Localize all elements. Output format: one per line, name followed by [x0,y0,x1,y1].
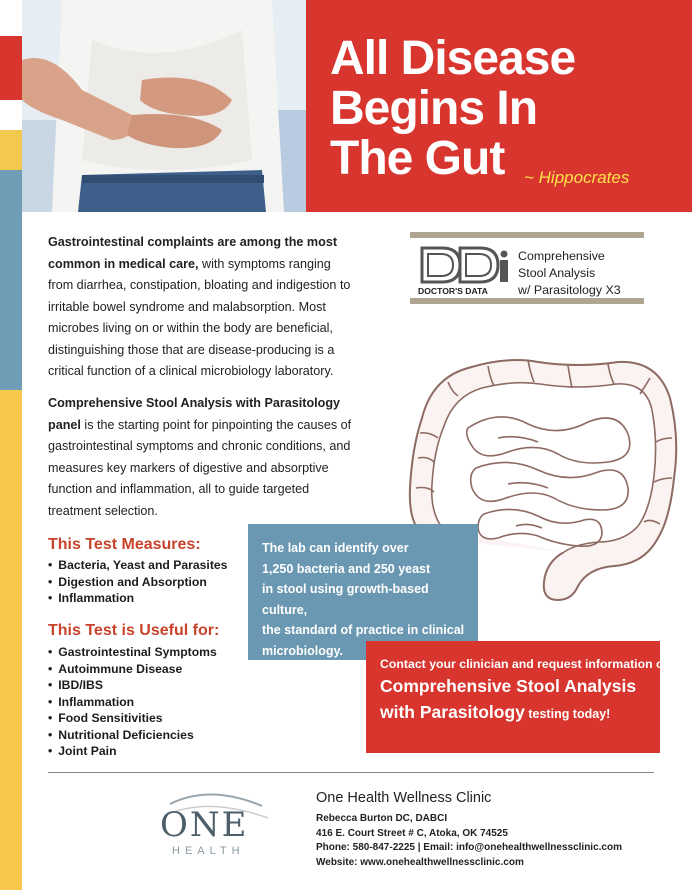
measures-heading: This Test Measures: [48,536,201,553]
lab-logo-brand: DOCTOR'S DATA [418,286,488,296]
clinic-phone-email: Phone: 580-847-2225 | Email: info@onehealthwellnessclinic.com [316,842,622,854]
list-item: • IBD/IBS [48,677,217,694]
lab-logo-line: w/ Parasitology X3 [518,283,621,297]
intro-bold: Gastrointestinal complaints are among the most common in medical care, [48,235,338,271]
lab-callout-box [248,524,478,660]
doctors-data-logo [416,244,514,298]
panel-paragraph [48,393,358,522]
measures-list [48,557,227,607]
hero-photo [22,0,306,212]
intro-text: with symptoms ranging from diarrhea, constipation, bloating and indigestion to irritable bowel syndrome and malabsorption. Most microbes living on or within the body are beneficial, distinguishing those that are disease-producing is a critical function of a clinical microbiology laboratory. [48,256,351,378]
contact-callout-parasitology: with Parasitology [380,702,525,722]
list-item: • Autoimmune Disease [48,661,217,678]
list-item: • Inflammation [48,590,227,607]
list-item: • Inflammation [48,694,217,711]
clinic-doctor: Rebecca Burton DC, DABCI [316,813,448,824]
clinic-website: Website: www.onehealthwellnessclinic.com [316,856,524,868]
lab-logo-box [410,232,644,304]
side-strip-blue [0,170,22,390]
panel-bold: Comprehensive Stool Analysis with Parasitology panel [48,396,341,432]
clinic-name: One Health Wellness Clinic [316,790,492,806]
list-item: • Gastrointestinal Symptoms [48,644,217,661]
clinic-address: 416 E. Court Street # C, Atoka, OK 74525 [316,827,508,839]
side-strip-red [0,36,22,100]
hero-title [330,34,575,184]
list-item: • Nutritional Deficiencies [48,727,217,744]
contact-callout-box [366,641,672,753]
lab-callout-line: microbiology. [262,643,344,658]
lab-callout-line: the standard of practice in clinical [262,623,465,637]
lab-logo-line: Stool Analysis [518,266,596,280]
hero-title-line: All Disease [330,32,576,85]
side-strip-white-top [0,0,22,36]
hero-title-line: Begins In [330,82,538,135]
contact-callout-title-2 [380,699,650,727]
contact-callout-tail: testing today! [524,707,611,721]
list-item: • Digestion and Absorption [48,574,227,591]
contact-callout-title: Comprehensive Stool Analysis [380,676,637,696]
lab-callout-line: 1,250 bacteria and 250 yeast [262,561,431,576]
list-item: • Joint Pain [48,743,217,760]
useful-heading: This Test is Useful for: [48,622,220,639]
contact-callout-intro: Contact your clinician and request information on [380,657,672,671]
man-holding-stomach-illustration [22,0,306,212]
hero-attribution: ~ Hippocrates [524,168,630,187]
side-strip-yellow-top [0,130,22,170]
one-health-logo [150,788,280,858]
lab-logo-line: Comprehensive [518,249,605,263]
hero-title-line: The Gut [330,132,505,185]
useful-list [48,644,217,760]
lab-callout-line: The lab can identify over [262,541,409,555]
clinic-contact [316,812,622,870]
list-item: • Food Sensitivities [48,710,217,727]
lab-callout-line: in stool using growth-based culture, [262,582,429,617]
side-strip-yellow [0,390,22,890]
footer-divider [48,772,654,773]
one-health-logo-word: ONE [160,805,249,845]
one-health-logo-sub: HEALTH [172,845,245,857]
list-item: • Bacteria, Yeast and Parasites [48,557,227,574]
lab-logo-text [518,248,621,299]
intro-paragraph [48,232,358,383]
side-strip-white [0,100,22,130]
panel-text: is the starting point for pinpointing the causes of gastrointestinal symptoms and chronic conditions, and measures key markers of digestive and absorptive function and inflammation, all to guide targeted treatment selection. [48,417,352,518]
